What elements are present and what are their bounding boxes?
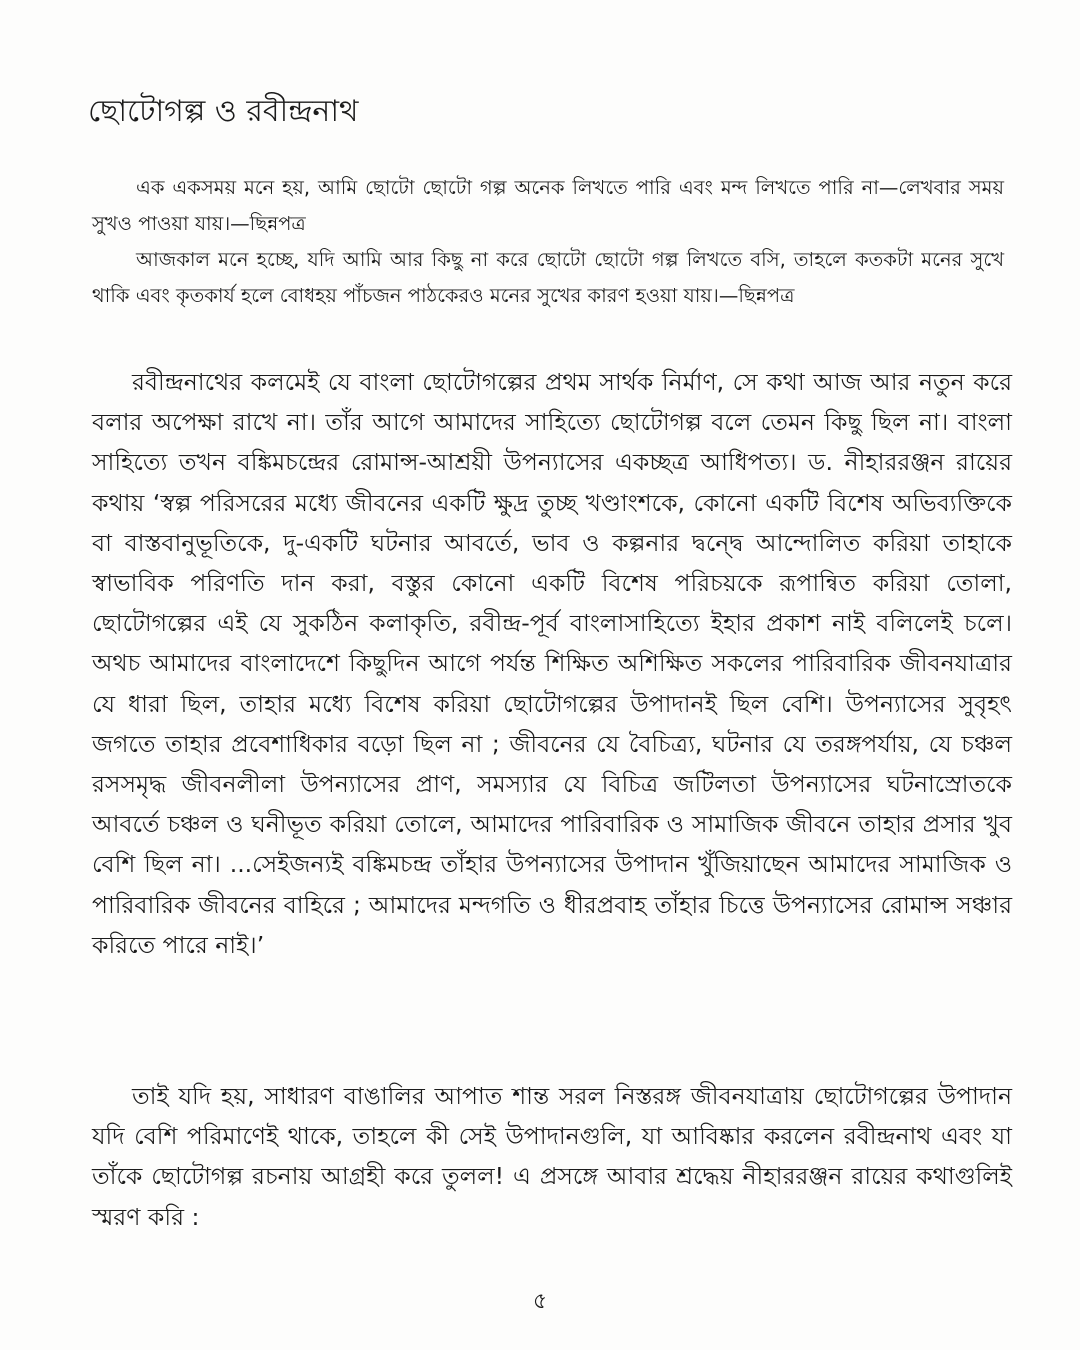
epigraph-quote: আজকাল মনে হচ্ছে, যদি আমি আর কিছু না করে ছোটো ছোটো গল্প লিখতে বসি, তাহলে কতকটা মনের সুখে থাকি এবং কৃতকার্য হলে বোধহয় পাঁচজন পাঠকেরও মনের সুখের কারণ হওয়া যায়।—ছিন্নপত্র xyxy=(92,248,1004,307)
body-paragraph: রবীন্দ্রনাথের কলমেই যে বাংলা ছোটোগল্পের প্রথম সার্থক নির্মাণ, সে কথা আজ আর নতুন করে বলার অপেক্ষা রাখে না। তাঁর আগে আমাদের সাহিত্যে ছোটোগল্প বলে তেমন কিছু ছিল না। বাংলা সাহিত্যে তখন বঙ্কিমচন্দ্রের রোমান্স-আশ্রয়ী উপন্যাসের একচ্ছত্র আধিপত্য। ড. নীহাররঞ্জন রায়ের কথায় ‘স্বল্প পরিসরের মধ্যে জীবনের একটি ক্ষুদ্র তুচ্ছ খণ্ডাংশকে, কোনো একটি বিশেষ অভিব্যক্তিকে বা বাস্তবানুভূতিকে, দু-একটি ঘটনার আবর্তে, ভাব ও কল্পনার দ্বন্দ্বে আন্দোলিত করিয়া তাহাকে স্বাভাবিক পরিণতি দান করা, বস্তুর কোনো একটি বিশেষ পরিচয়কে রূপান্বিত করিয়া তোলা, ছোটোগল্পের এই যে সুকঠিন কলাকৃতি, রবীন্দ্র-পূর্ব বাংলাসাহিত্যে ইহার প্রকাশ নাই বলিলেই চলে। অথচ আমাদের বাংলাদেশে কিছুদিন আগে পর্যন্ত শিক্ষিত অশিক্ষিত সকলের পারিবারিক জীবনযাত্রার যে ধারা ছিল, তাহার মধ্যে বিশেষ করিয়া ছোটোগল্পের উপাদানই ছিল বেশি। উপন্যাসের সুবৃহৎ জগতে তাহার প্রবেশাধিকার বড়ো ছিল না ; জীবনের যে বৈচিত্র্য, ঘটনার যে তরঙ্গপর্যায়, যে চঞ্চল রসসমৃদ্ধ জীবনলীলা উপন্যাসের প্রাণ, সমস্যার যে বিচিত্র জটিলতা উপন্যাসের ঘটনাস্রোতকে আবর্তে চঞ্চল ও ঘনীভূত করিয়া তোলে, আমাদের পারিবারিক ও সামাজিক জীবনে তাহার প্রসার খুব বেশি ছিল না। ...সেইজন্যই বঙ্কিমচন্দ্র তাঁহার উপন্যাসের উপাদান খুঁজিয়াছেন আমাদের সামাজিক ও পারিবারিক জীবনের বাহিরে ; আমাদের মন্দগতি ও ধীরপ্রবাহ তাঁহার চিত্তে উপন্যাসের রোমান্স সঞ্চার করিতে পারে নাই।’ xyxy=(92,368,1012,959)
body-paragraph: তাই যদি হয়, সাধারণ বাঙালির আপাত শান্ত সরল নিস্তরঙ্গ জীবনযাত্রায় ছোটোগল্পের উপাদান যদি বেশি পরিমাণেই থাকে, তাহলে কী সেই উপাদানগুলি, যা আবিষ্কার করলেন রবীন্দ্রনাথ এবং যা তাঁকে ছোটোগল্প রচনায় আগ্রহী করে তুলল! এ প্রসঙ্গে আবার শ্রদ্ধেয় নীহাররঞ্জন রায়ের কথাগুলিই স্মরণ করি : xyxy=(92,1082,1012,1231)
chapter-title: ছোটোগল্প ও রবীন্দ্রনাথ xyxy=(88,94,359,129)
epigraph-quote: এক একসময় মনে হয়, আমি ছোটো ছোটো গল্প অনেক লিখতে পারি এবং মন্দ লিখতে পারি না—লেখবার সময় সুখও পাওয়া যায়।—ছিন্নপত্র xyxy=(92,176,1004,235)
page-number: ৫ xyxy=(532,1289,548,1314)
